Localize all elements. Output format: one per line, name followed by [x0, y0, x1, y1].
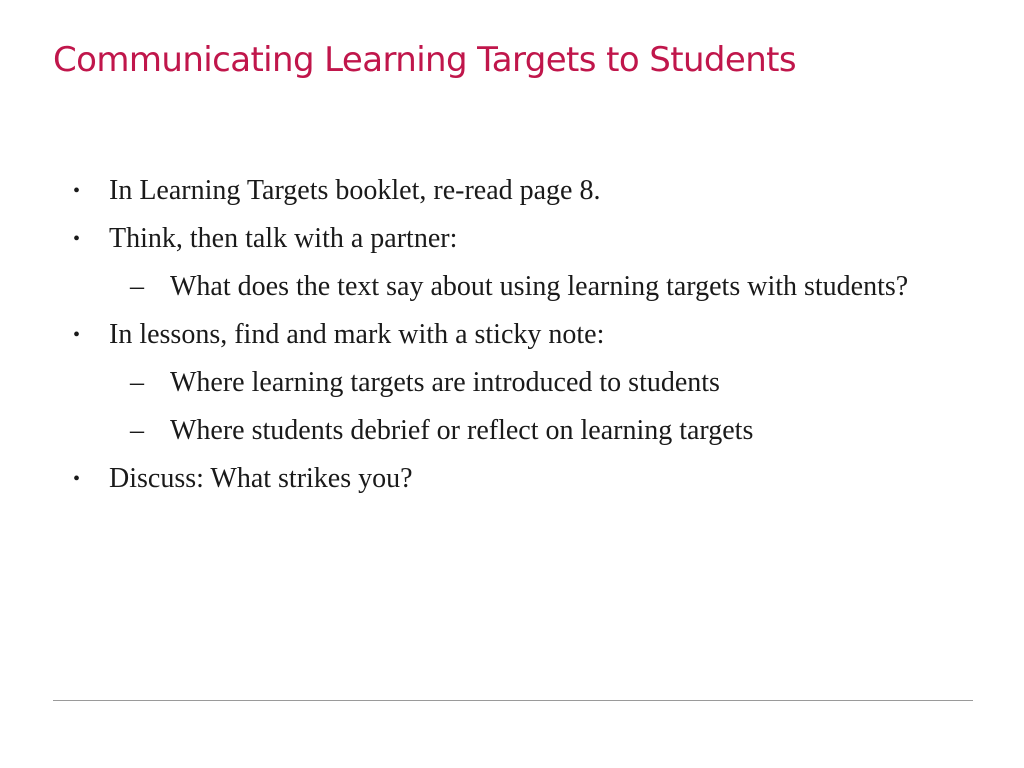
bullet-item [0, 316, 949, 450]
sub-bullet-text: Where learning targets are introduced to students [170, 367, 720, 398]
bullet-item [0, 220, 949, 306]
dash-icon: – [130, 367, 144, 398]
sub-bullet-list [109, 268, 949, 306]
bullet-text: In lessons, find and mark with a sticky note: [109, 319, 605, 350]
bullet-dot-icon: • [73, 324, 81, 346]
bullet-item [0, 460, 949, 498]
dash-icon: – [130, 415, 144, 446]
bullet-list [0, 172, 1024, 508]
sub-bullet-text: Where students debrief or reflect on learning targets [170, 415, 754, 446]
bullet-text: In Learning Targets booklet, re-read page 8. [109, 175, 601, 206]
bullet-dot-icon: • [73, 180, 81, 202]
sub-bullet-item [109, 412, 920, 450]
slide-title: Communicating Learning Targets to Students [53, 40, 796, 80]
bullet-text: Think, then talk with a partner: [109, 223, 458, 254]
sub-bullet-list [109, 364, 949, 450]
sub-bullet-text: What does the text say about using learning targets with students? [170, 271, 909, 302]
sub-bullet-item [109, 364, 920, 402]
sub-bullet-item [109, 268, 920, 306]
bullet-text: Discuss: What strikes you? [109, 463, 413, 494]
bullet-dot-icon: • [73, 228, 81, 250]
footer-divider [53, 700, 973, 701]
dash-icon: – [130, 271, 144, 302]
bullet-item [0, 172, 949, 210]
bullet-dot-icon: • [73, 468, 81, 490]
